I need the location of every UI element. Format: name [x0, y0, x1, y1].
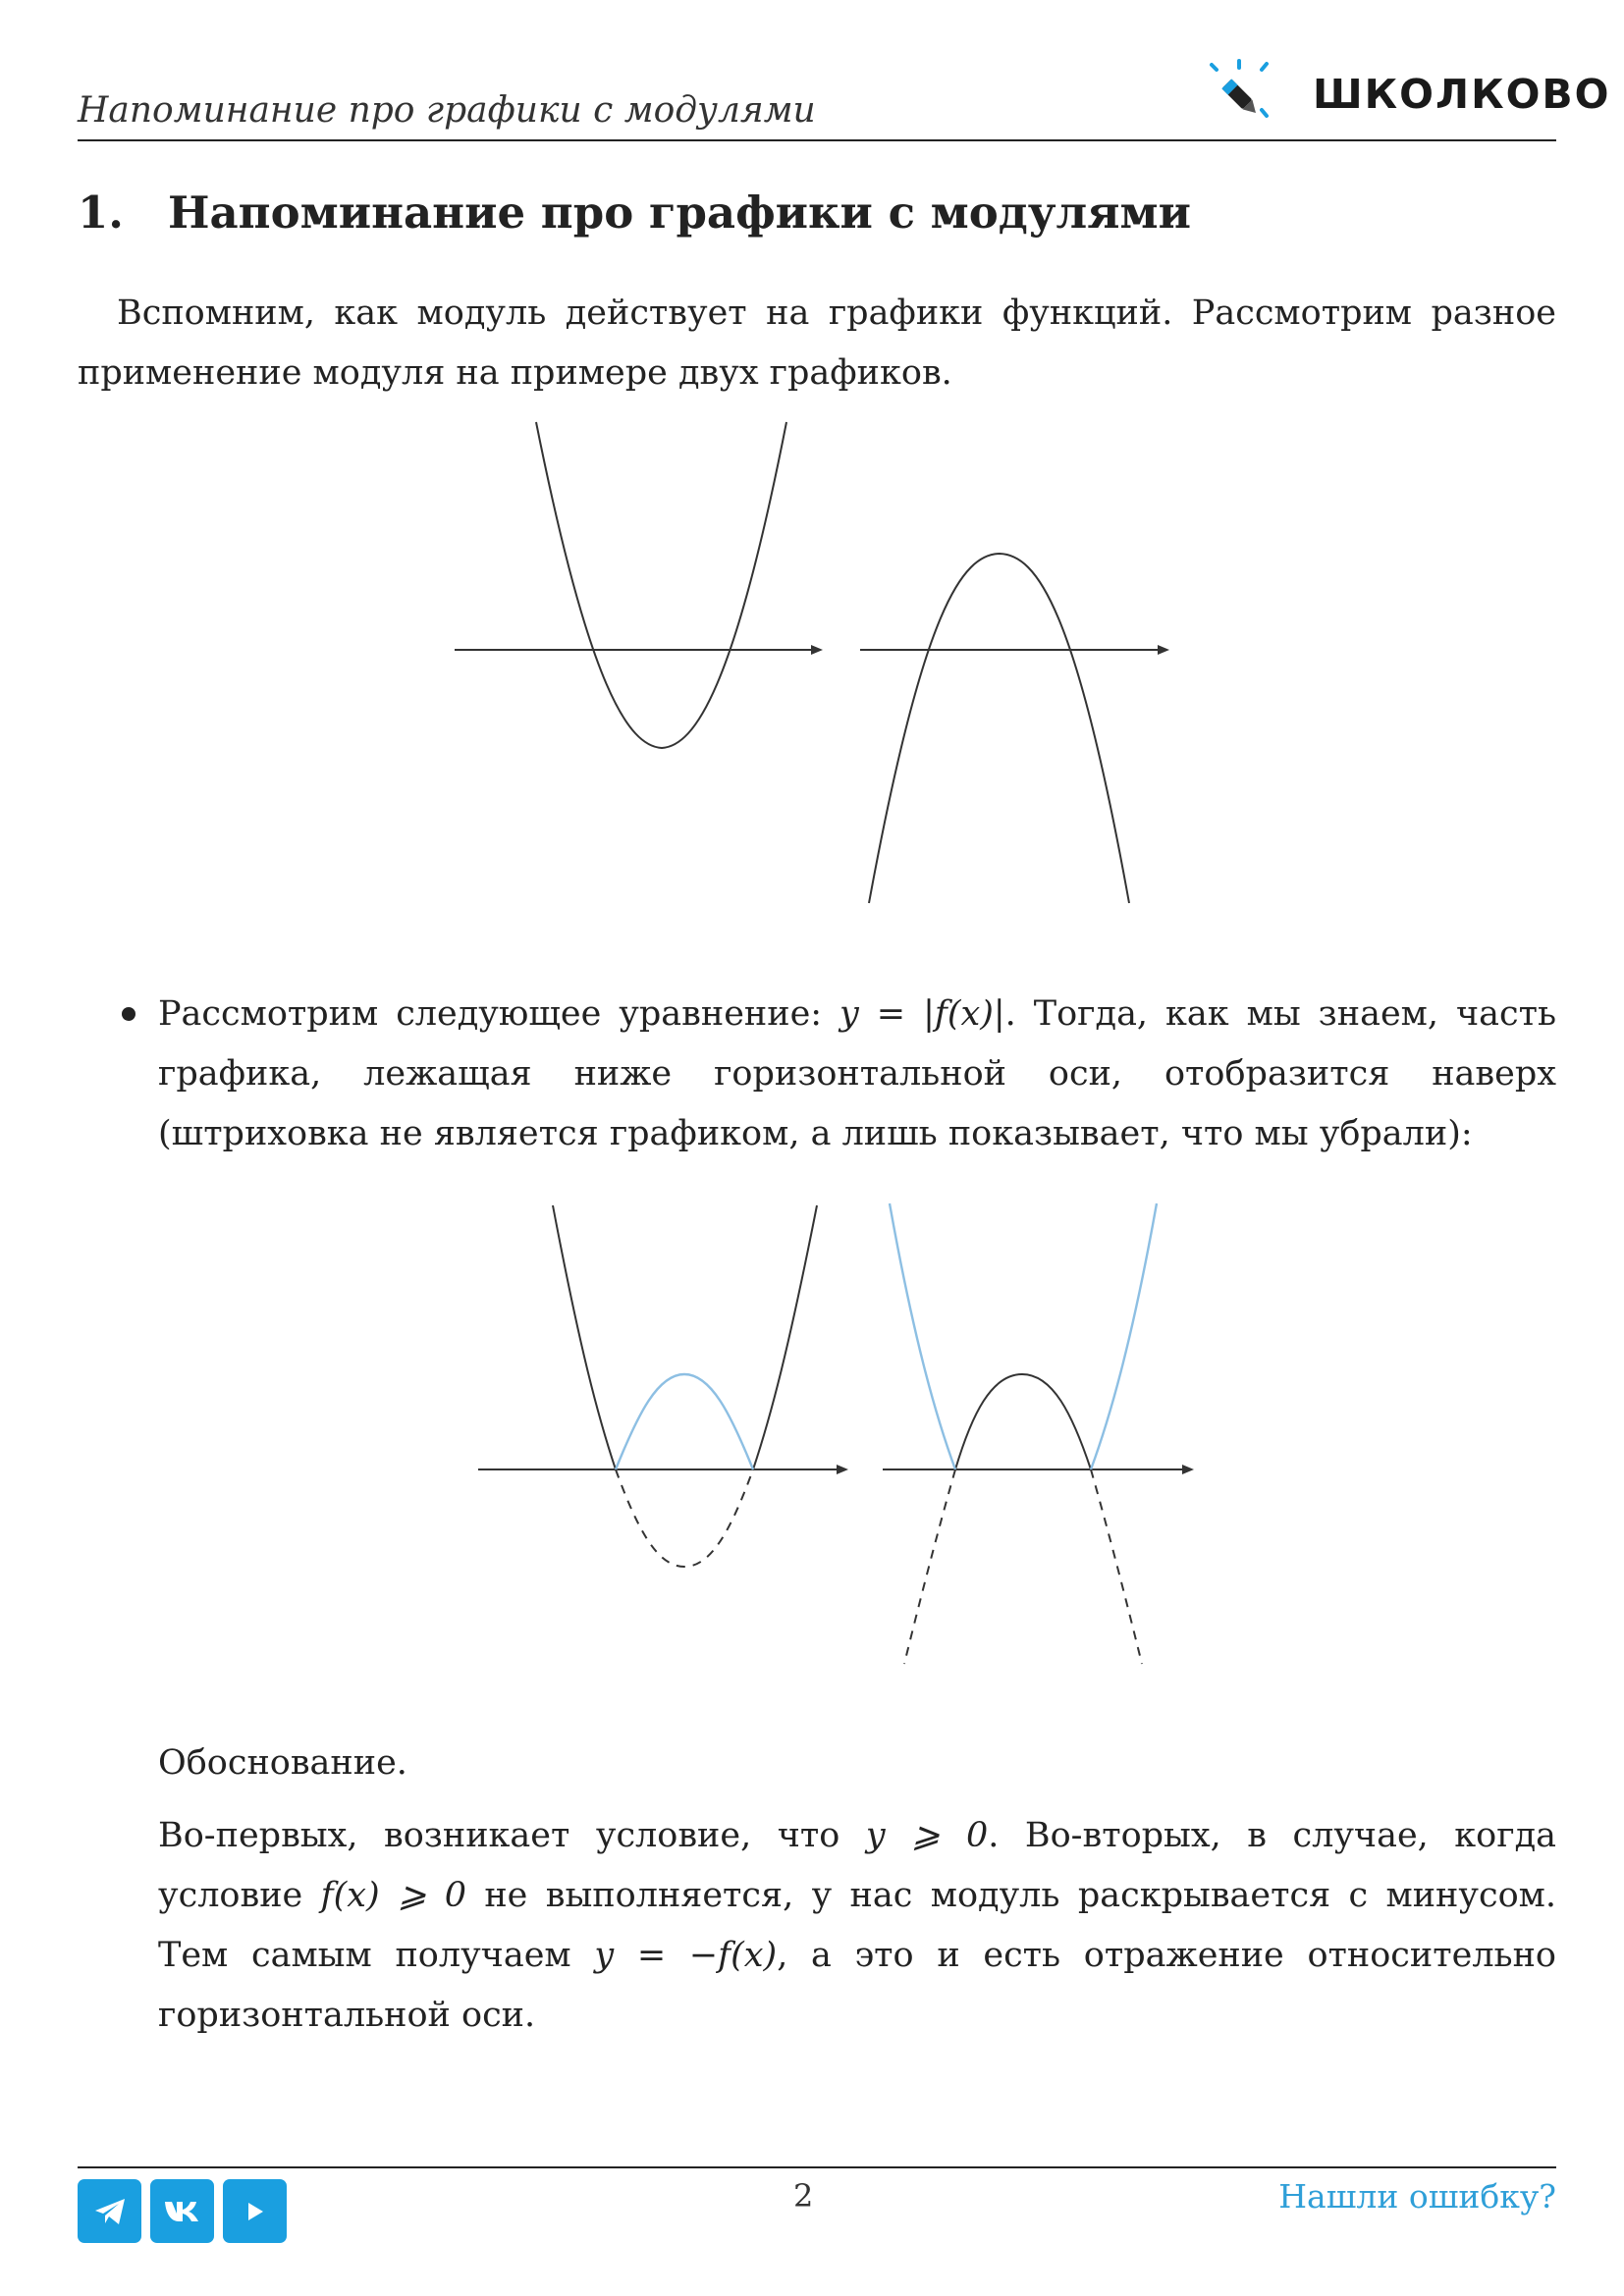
bullet-formula: y = |f(x)|: [839, 994, 1005, 1034]
vk-icon: [163, 2200, 202, 2223]
justification-math2: f(x) ⩾ 0: [320, 1876, 466, 1915]
removed-part: [616, 1469, 753, 1567]
reflected-part: [616, 1374, 753, 1469]
bullet-suffix: . Тогда, как мы знаем, часть графика, лежащая ниже горизонтальной оси, отобразится наверх (штриховка не является графиком, а лишь показывает, что мы убрали):: [158, 994, 1557, 1153]
hump-part: [955, 1374, 1091, 1469]
justification-heading: Обоснование.: [158, 1743, 407, 1783]
brand-name: ШКОЛКОВО: [1313, 71, 1611, 118]
justification-part1: Во-первых, возникает условие, что: [158, 1816, 866, 1855]
axis-right-2-arrow: [1182, 1465, 1194, 1474]
telegram-icon: [93, 2197, 127, 2226]
reflected-left-branch: [890, 1203, 955, 1469]
abs-graph-right-branch: [753, 1205, 817, 1469]
header-divider: [78, 139, 1556, 141]
justification-math3: y = −f(x): [594, 1936, 778, 1975]
axis-left-arrow: [811, 645, 823, 655]
section-heading: [78, 187, 1191, 239]
bullet-paragraph: [158, 985, 1556, 1164]
intro-text: Вспомним, как модуль действует на графики функций. Рассмотрим разное применение модуля на примере двух графиков.: [78, 294, 1556, 393]
justification-part4: , а это и есть отражение относительно горизонтальной оси.: [158, 1936, 1557, 2035]
abs-graph-left-branch: [553, 1205, 616, 1469]
reflected-right-branch: [1091, 1203, 1157, 1469]
intro-paragraph: [78, 284, 1556, 403]
bullet-marker: [122, 1007, 135, 1021]
section-title: Напоминание про графики с модулями: [168, 187, 1191, 239]
report-error-link[interactable]: Нашли ошибку?: [1278, 2177, 1556, 2216]
removed-right-branch: [1091, 1469, 1142, 1664]
parabola-down: [869, 554, 1129, 903]
running-title: Напоминание про графики с модулями: [78, 90, 816, 131]
justification-heading-block: [158, 1734, 1556, 1793]
school-logo-icon: [1206, 59, 1276, 130]
axis-left-2-arrow: [837, 1465, 848, 1474]
parabola-up: [536, 422, 786, 748]
play-icon: [244, 2200, 266, 2223]
bullet-prefix: Рассмотрим следующее уравнение:: [158, 994, 840, 1034]
section-number: 1.: [78, 187, 124, 239]
play-button[interactable]: [223, 2179, 287, 2243]
justification-part2: . Во-вторых, в случае, когда условие: [158, 1816, 1556, 1915]
telegram-button[interactable]: [78, 2179, 141, 2243]
removed-left-branch: [904, 1469, 955, 1664]
justification-paragraph: [158, 1806, 1556, 2046]
justification-part3: не выполняется, у нас модуль раскрывается с минусом. Тем самым получаем: [158, 1876, 1556, 1975]
page-number: 2: [793, 2177, 814, 2215]
axis-right-arrow: [1158, 645, 1169, 655]
vk-button[interactable]: [150, 2179, 214, 2243]
footer-divider: [78, 2166, 1556, 2168]
justification-math1: y ⩾ 0: [865, 1816, 989, 1855]
